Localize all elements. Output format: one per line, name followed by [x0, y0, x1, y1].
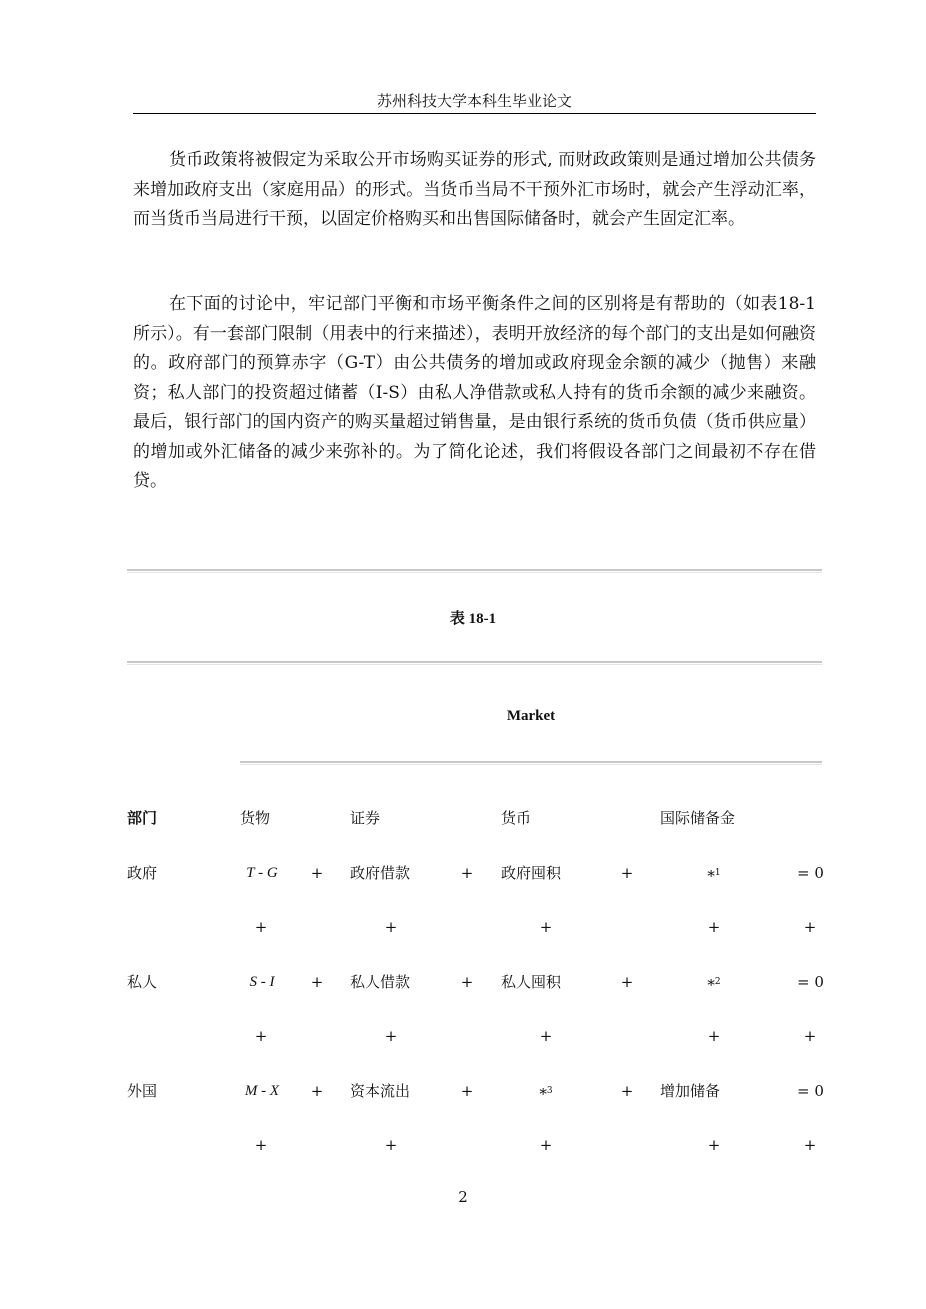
plus-sign: +: [707, 918, 721, 936]
reserves-marker: *: [707, 867, 715, 885]
plus-sign: +: [254, 918, 268, 936]
plus-sign: +: [707, 1027, 721, 1045]
row-total: = 0: [797, 973, 824, 991]
header-sector: 部门: [127, 809, 158, 827]
market-rule: [240, 761, 822, 765]
footnote-marker: 1: [714, 868, 721, 878]
page-header-title: 苏州科技大学本科生毕业论文: [376, 92, 572, 110]
footnote-marker: 2: [714, 977, 721, 987]
row-money: [539, 1081, 552, 1104]
plus-sign: +: [620, 973, 634, 991]
row-reserves: 增加储备: [660, 1082, 721, 1100]
row-goods: M - X: [244, 1083, 280, 1099]
plus-sign: +: [310, 864, 324, 882]
row-sector: 私人: [127, 973, 158, 991]
header-rule: [133, 113, 816, 114]
row-securities: 政府借款: [350, 864, 411, 882]
footnote-marker: 3: [546, 1086, 553, 1096]
plus-sign: +: [384, 918, 398, 936]
plus-sign: +: [384, 1027, 398, 1045]
table-top-rule: [127, 569, 822, 573]
plus-sign: +: [803, 918, 817, 936]
plus-sign: +: [620, 864, 634, 882]
page-number: 2: [458, 1188, 468, 1206]
plus-sign: +: [254, 1136, 268, 1154]
money-marker: *: [539, 1085, 547, 1103]
plus-sign: +: [803, 1027, 817, 1045]
row-sector: 外国: [127, 1082, 158, 1100]
paragraph-1: 货币政策将被假定为采取公开市场购买证券的形式, 而财政政策则是通过增加公共债务来增加政府支出（家庭用品）的形式。当货币当局不干预外汇市场时，就会产生浮动汇率，而当货币当局进行干预，以固定价格购买和出售国际储备时，就会产生固定汇率。: [133, 150, 816, 229]
plus-sign: +: [620, 1082, 634, 1100]
row-sector: 政府: [127, 864, 158, 882]
market-label: Market: [506, 708, 556, 724]
row-total: = 0: [797, 864, 824, 882]
row-money: 私人囤积: [501, 973, 562, 991]
row-securities: 资本流出: [350, 1082, 411, 1100]
reserves-marker: *: [707, 976, 715, 994]
paragraph-2: 在下面的讨论中，牢记部门平衡和市场平衡条件之间的区别将是有帮助的（如表18-1所示）。有一套部门限制（用表中的行来描述），表明开放经济的每个部门的支出是如何融资的。政府部门的预算赤字（G-T）由公共债务的增加或政府现金余额的减少（抛售）来融资；私人部门的投资超过储蓄（I-S）由私人净借款或私人持有的货币余额的减少来融资。最后，银行部门的国内资产的购买量超过销售量，是由银行系统的货币负债（货币供应量）的增加或外汇储备的减少来弥补的。为了简化论述，我们将假设各部门之间最初不存在借贷。: [133, 294, 816, 491]
row-money: 政府囤积: [501, 864, 562, 882]
plus-sign: +: [460, 864, 474, 882]
row-reserves: [707, 972, 720, 995]
plus-sign: +: [460, 973, 474, 991]
plus-sign: +: [539, 918, 553, 936]
row-securities: 私人借款: [350, 973, 411, 991]
header-money: 货币: [501, 809, 532, 827]
table-caption-rule: [127, 661, 822, 665]
plus-sign: +: [803, 1136, 817, 1154]
header-goods: 货物: [240, 809, 271, 827]
plus-sign: +: [539, 1136, 553, 1154]
row-reserves: [707, 863, 720, 886]
plus-sign: +: [254, 1027, 268, 1045]
plus-sign: +: [310, 973, 324, 991]
plus-sign: +: [310, 1082, 324, 1100]
plus-sign: +: [460, 1082, 474, 1100]
header-securities: 证券: [350, 809, 381, 827]
row-goods: S - I: [249, 974, 275, 990]
plus-sign: +: [539, 1027, 553, 1045]
row-total: = 0: [797, 1082, 824, 1100]
table-caption: 表 18-1: [449, 611, 497, 627]
header-reserves: 国际储备金: [660, 809, 736, 827]
row-goods: T - G: [246, 865, 278, 881]
plus-sign: +: [384, 1136, 398, 1154]
plus-sign: +: [707, 1136, 721, 1154]
